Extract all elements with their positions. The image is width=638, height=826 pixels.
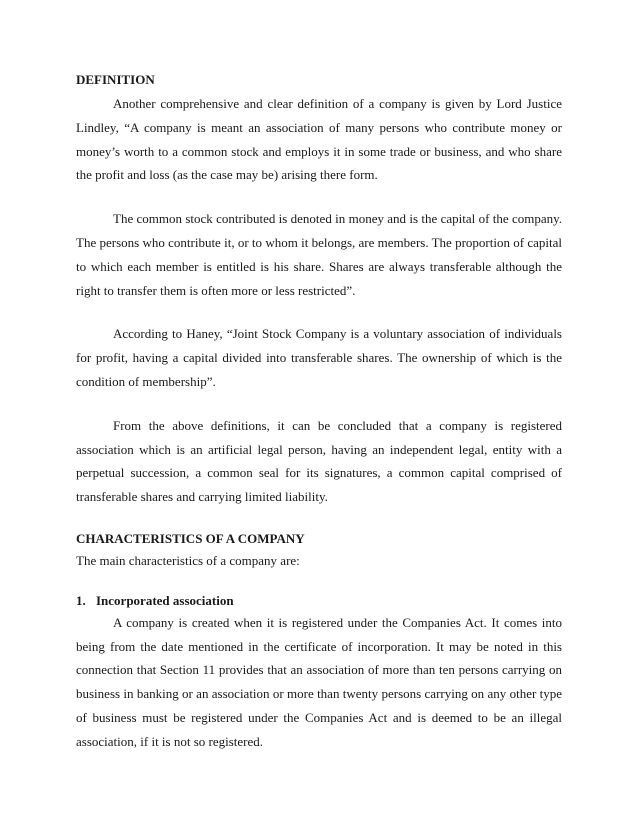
section-heading-characteristics: CHARACTERISTICS OF A COMPANY <box>76 530 305 546</box>
characteristic-item-number: 1. <box>76 592 86 608</box>
paragraph-spacer <box>76 394 562 414</box>
section-spacer <box>76 509 562 531</box>
section-heading-definition: DEFINITION <box>76 72 155 87</box>
definition-paragraph-1: Another comprehensive and clear definition of a company is given by Lord Justice Lindley, “A company is meant an association of many persons who contribute money or money’s worth to a common stock and employs it in some trade or business, and who share the profit and loss (as the case may be) arising there form. <box>76 96 562 183</box>
definition-paragraph-3: According to Haney, “Joint Stock Company is a voluntary association of individuals for profit, having a capital divided into transferable shares. The ownership of which is the condition of membership”. <box>76 326 562 389</box>
paragraph-spacer <box>76 302 562 322</box>
definition-paragraph-2: The common stock contributed is denoted in money and is the capital of the company. The persons who contribute it, or to whom it belongs, are members. The proportion of capital to which each member is entitled is his share. Shares are always transferable although the right to transfer them is often more or less restricted”. <box>76 211 562 298</box>
section-spacer <box>76 573 562 593</box>
document-page <box>76 72 562 754</box>
characteristic-item-text: A company is created when it is registered under the Companies Act. It comes into being from the date mentioned in the certificate of incorporation. It may be noted in this connection that Section 11 provides that an association of more than ten persons carrying on business in banking or an association or more than twenty persons carrying on any other type of business must be registered under the Companies Act and is deemed to be an illegal association, if it is not so registered. <box>76 614 562 749</box>
characteristic-item-title: Incorporated association <box>96 592 234 608</box>
paragraph-spacer <box>76 187 562 207</box>
characteristic-item-heading <box>76 593 562 609</box>
characteristics-intro: The main characteristics of a company are: <box>76 552 300 568</box>
definition-paragraph-4: From the above definitions, it can be concluded that a company is registered association which is an artificial legal person, having an independent legal, entity with a perpetual succession, a common seal for its signatures, a common capital comprised of transferable shares and carrying limited liability. <box>76 417 562 505</box>
